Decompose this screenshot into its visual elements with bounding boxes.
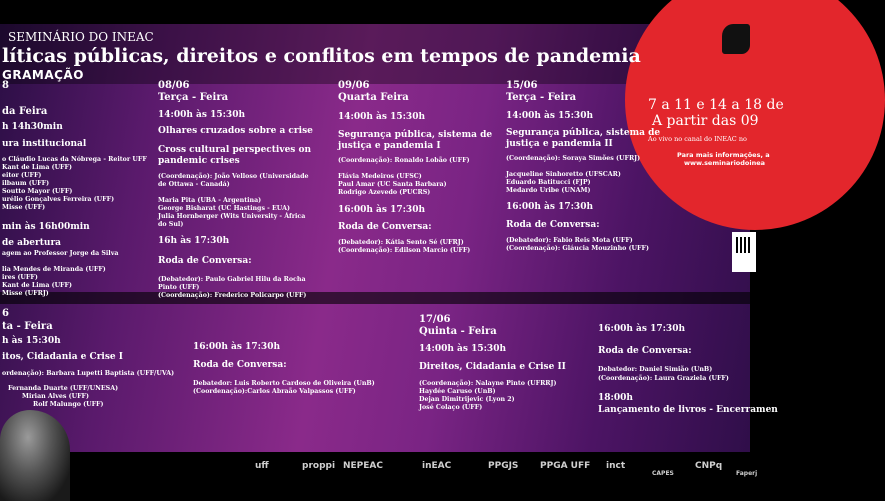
col1-person: eitor (UFF): [2, 172, 42, 179]
divider-band: [0, 292, 750, 304]
seminar-label: SEMINÁRIO DO INEAC: [8, 30, 154, 44]
col4-session2: Roda de Conversa:: [506, 220, 600, 230]
col3-line: (Coordenação): Edilson Marcio (UFF): [338, 247, 471, 254]
r2b2-line: Debatedor: Luis Roberto Cardoso de Oliveira (UnB): [193, 380, 375, 387]
cnpq-logo: CNPq: [695, 461, 723, 471]
r2b3-day: Quinta - Feira: [419, 326, 497, 337]
col2-time1: 14:00h às 15:30h: [158, 110, 245, 120]
col4-line: Jacqueline Sinhoretto (UFSCAR): [506, 171, 621, 178]
col4-line: Eduardo Batitucci (FJP): [506, 179, 591, 186]
col2-session1: Olhares cruzados sobre a crise: [158, 126, 313, 136]
ppga-uff-logo: PPGA UFF: [540, 461, 591, 471]
col3-session1: Segurança pública, sistema de: [338, 130, 493, 140]
col2-line: do Sul): [158, 221, 184, 228]
col4-line: Medardo Uribe (UNAM): [506, 187, 591, 194]
qr-pattern: [736, 237, 752, 253]
col1-date: 8: [2, 80, 9, 91]
col1-person: Kant de Lima (UFF): [2, 164, 72, 171]
col1-person: Kant de Lima (UFF): [2, 282, 72, 289]
r2b1-line: Rolf Malungo (UFF): [33, 401, 104, 408]
col1-person: Misse (UFF): [2, 204, 46, 211]
col1-session2: de abertura: [2, 238, 62, 248]
col4-line: (Debatedor): Fabio Reis Mota (UFF): [506, 237, 633, 244]
r2b3-date: 17/06: [419, 314, 451, 325]
col3-time2: 16:00h às 17:30h: [338, 205, 425, 215]
page-title: líticas públicas, direitos e conflitos em tempos de pandemia: [2, 45, 641, 67]
capes-logo: CAPES: [652, 470, 674, 477]
col3-session1: justiça e pandemia I: [338, 141, 441, 151]
r2b3-line: Dejan Dimitrijevic (Lyon 2): [419, 396, 515, 403]
more-info: Para mais informações, a: [677, 151, 770, 159]
r2b3-line: (Coordenação): Nalayne Pinto (UFRRJ): [419, 380, 557, 387]
r2b2-time: 16:00h às 17:30h: [193, 342, 280, 352]
col1-person: Soutto Mayor (UFF): [2, 188, 73, 195]
col1-person: lia Mendes de Miranda (UFF): [2, 266, 106, 273]
col2-day: Terça - Feira: [158, 92, 229, 103]
col2-line: George Bisharat (UC Hastings - EUA): [158, 205, 290, 212]
col1-person: urélio Gonçalves Ferreira (UFF): [2, 196, 115, 203]
col2-line: de Ottawa - Canadá): [158, 181, 230, 188]
nepeac-logo: NEPEAC: [343, 461, 383, 471]
col4-session1: Segurança pública, sistema de: [506, 128, 661, 138]
r2b1-day: ta - Feira: [2, 321, 53, 332]
col2-date: 08/06: [158, 80, 190, 91]
r2b1-line: ordenação): Barbara Lupetti Baptista (UFF/UVA): [2, 370, 175, 377]
r2b1-session: itos, Cidadania e Crise I: [2, 352, 123, 362]
col1-time2: min às 16h00min: [2, 222, 90, 232]
r2b2-session: Roda de Conversa:: [193, 360, 287, 370]
col4-time2: 16:00h às 17:30h: [506, 202, 593, 212]
col3-date: 09/06: [338, 80, 370, 91]
r2b3-time: 14:00h às 15:30h: [419, 344, 506, 354]
col2-time2: 16h às 17:30h: [158, 236, 230, 246]
live-channel: Ao vivo no canal do INEAC no: [648, 135, 747, 143]
col3-time1: 14:00h às 15:30h: [338, 112, 425, 122]
col4-day: Terça - Feira: [506, 92, 577, 103]
r2b4-line: (Coordenação): Laura Graziela (UFF): [598, 375, 729, 382]
col1-person: Misse (UFRJ): [2, 290, 49, 297]
col2-line: (Coordenação): João Velloso (Universidade: [158, 173, 309, 180]
col1-person: o Cláudio Lucas da Nóbrega - Reitor UFF: [2, 156, 147, 163]
uff-logo: uff: [255, 461, 269, 471]
event-dates: 7 a 11 e 14 a 18 de: [648, 97, 784, 113]
logo-bar: [0, 452, 750, 501]
col3-line: Rodrigo Azevedo (PUCRS): [338, 189, 431, 196]
r2b3-line: Haydée Caruso (UnB): [419, 388, 496, 395]
r2b3-line: José Colaço (UFF): [419, 404, 483, 411]
col2-line: Pinto (UFF): [158, 284, 200, 291]
col2-line: (Coordenação): Frederico Policarpo (UFF): [158, 292, 307, 299]
col1-day: da Feira: [2, 106, 48, 117]
r2b2-line: (Coordenação):Carlos Abraão Valpassos (UFF): [193, 388, 356, 395]
col4-time1: 14:00h às 15:30h: [506, 111, 593, 121]
website-link[interactable]: www.seminariodoinea: [684, 159, 766, 167]
col1-session: ura institucional: [2, 139, 87, 149]
r2b1-line: Mirian Alves (UFF): [22, 393, 89, 400]
r2b4-session2: Lançamento de livros - Encerramen: [598, 405, 778, 415]
col1-person: ires (UFF): [2, 274, 38, 281]
r2b4-session: Roda de Conversa:: [598, 346, 692, 356]
event-time: A partir das 09: [652, 113, 759, 129]
col3-line: Paul Amar (UC Santa Barbara): [338, 181, 447, 188]
r2b1-date: 6: [2, 308, 9, 319]
inct-logo: inct: [606, 461, 626, 471]
col3-line: (Coordenação): Ronaldo Lobão (UFF): [338, 157, 470, 164]
r2b4-time2: 18:00h: [598, 393, 633, 403]
col3-session2: Roda de Conversa:: [338, 222, 432, 232]
col1-time: h 14h30min: [2, 122, 63, 132]
r2b4-time: 16:00h às 17:30h: [598, 324, 685, 334]
col2-line: Maria Pita (UBA - Argentina): [158, 197, 262, 204]
col4-line: (Coordenação): Soraya Simões (UFRJ): [506, 155, 641, 162]
col2-session3: Roda de Conversa:: [158, 256, 252, 266]
silhouette-image: [722, 24, 750, 54]
r2b1-time: h às 15:30h: [2, 336, 61, 346]
faperj-logo: Faperj: [736, 470, 758, 477]
r2b1-line: Fernanda Duarte (UFF/UNESA): [8, 385, 119, 392]
proppi-logo: proppi: [302, 461, 336, 471]
col1-person: ilbaum (UFF): [2, 180, 50, 187]
col4-date: 15/06: [506, 80, 538, 91]
col3-day: Quarta Feira: [338, 92, 409, 103]
col2-line: (Debatedor): Paulo Gabriel Hilu da Rocha: [158, 276, 306, 283]
programacao-label: GRAMAÇÃO: [2, 68, 84, 82]
col2-session2: Cross cultural perspectives on: [158, 145, 312, 155]
col1-person: agem ao Professor Jorge da Silva: [2, 250, 119, 257]
hand-image: [0, 410, 70, 501]
r2b4-line: Debatedor: Daniel Simião (UnB): [598, 366, 713, 373]
col3-line: (Debatedor): Kátia Sento Sé (UFRJ): [338, 239, 464, 246]
col2-session2: pandemic crises: [158, 156, 240, 166]
col4-line: (Coordenação): Gláucia Mouzinho (UFF): [506, 245, 649, 252]
r2b3-session: Direitos, Cidadania e Crise II: [419, 362, 566, 372]
ineac-logo: inEAC: [422, 461, 452, 471]
ppgjs-logo: PPGJS: [488, 461, 519, 471]
top-bar: [0, 0, 750, 24]
col4-session1: justiça e pandemia II: [506, 139, 613, 149]
col2-line: Julia Hornberger (Wits University - África: [158, 213, 306, 220]
col3-line: Flávia Medeiros (UFSC): [338, 173, 422, 180]
